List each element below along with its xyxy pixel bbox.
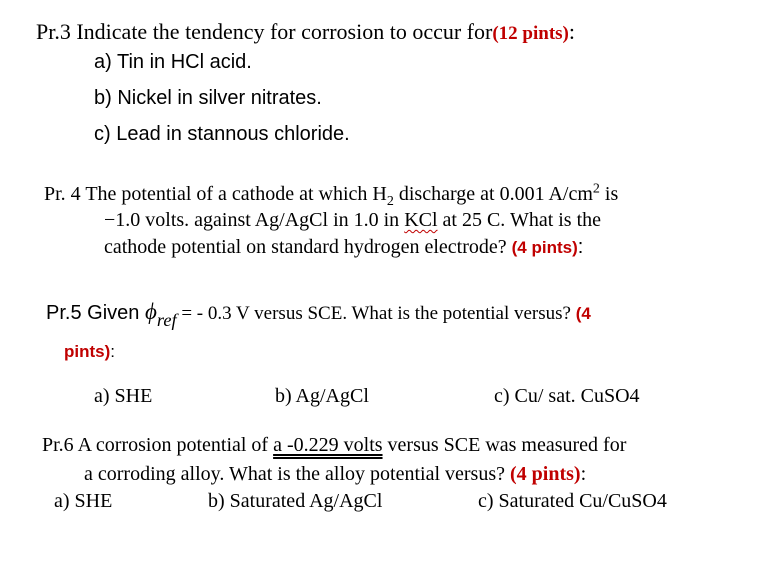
pr4-line2 <box>104 209 601 232</box>
pr5-label: Pr.5 Given <box>46 302 145 324</box>
pr5-option-c: c) Cu/ sat. CuSO4 <box>494 385 640 407</box>
pr4-line2-b: at 25 C. What is the <box>437 209 602 231</box>
pr4-line3-text: cathode potential on standard hydrogen electrode? <box>104 236 512 258</box>
pr6-line1 <box>42 434 626 457</box>
pr6-line1-b: versus SCE was measured for <box>382 434 627 456</box>
phi-ref-symbol <box>144 299 177 330</box>
pr4-points: (4 pints) <box>511 238 578 257</box>
pr4-cm-superscript: 2 <box>592 181 600 197</box>
pr5-line1 <box>46 299 591 330</box>
phi-glyph: ϕ <box>144 299 157 324</box>
pr4-line1-b: discharge at 0.001 A/cm <box>393 183 593 205</box>
pr4-line1-c: is <box>599 183 619 205</box>
pr3-colon: : <box>568 19 576 44</box>
pr4-line1 <box>44 181 619 209</box>
pr4-kcl-spellcheck: KCl <box>404 209 438 231</box>
pr5-line2 <box>64 342 115 362</box>
pr5-text: = - 0.3 V versus SCE. What is the potential versus? <box>176 303 576 324</box>
pr5-points-part2: pints) <box>64 342 111 361</box>
pr6-underlined-value: a -0.229 volts <box>273 434 383 456</box>
pr3-item-b: b) Nickel in silver nitrates. <box>94 87 322 109</box>
pr4-h2-subscript: 2 <box>386 194 394 209</box>
pr6-line1-a: Pr.6 A corrosion potential of <box>42 434 274 456</box>
phi-ref-subscript: ref <box>156 310 177 330</box>
pr4-line2-a: −1.0 volts. against Ag/AgCl in 1.0 in <box>104 209 405 231</box>
pr6-option-c: c) Saturated Cu/CuSO4 <box>478 490 667 512</box>
pr3-title <box>36 19 575 45</box>
pr5-colon: : <box>110 342 116 361</box>
pr5-option-a: a) SHE <box>94 385 153 407</box>
pr6-colon: : <box>580 463 587 485</box>
pr3-item-c: c) Lead in stannous chloride. <box>94 123 350 145</box>
pr3-points: (12 pints) <box>492 23 569 44</box>
pr4-colon: : <box>577 236 584 258</box>
pr6-line2-text: a corroding alloy. What is the alloy potential versus? <box>84 463 510 485</box>
pr5-points-part1: (4 <box>575 304 591 323</box>
pr6-points: (4 pints) <box>510 463 581 485</box>
pr6-line2 <box>84 463 586 486</box>
pr5-option-b: b) Ag/AgCl <box>275 385 369 407</box>
pr3-item-a: a) Tin in HCl acid. <box>94 51 252 73</box>
pr6-option-b: b) Saturated Ag/AgCl <box>208 490 383 512</box>
pr6-option-a: a) SHE <box>54 490 113 512</box>
pr3-title-text: Pr.3 Indicate the tendency for corrosion to occur for <box>36 19 493 44</box>
pr4-line1-a: Pr. 4 The potential of a cathode at which H <box>44 183 387 205</box>
pr4-line3 <box>104 236 583 259</box>
